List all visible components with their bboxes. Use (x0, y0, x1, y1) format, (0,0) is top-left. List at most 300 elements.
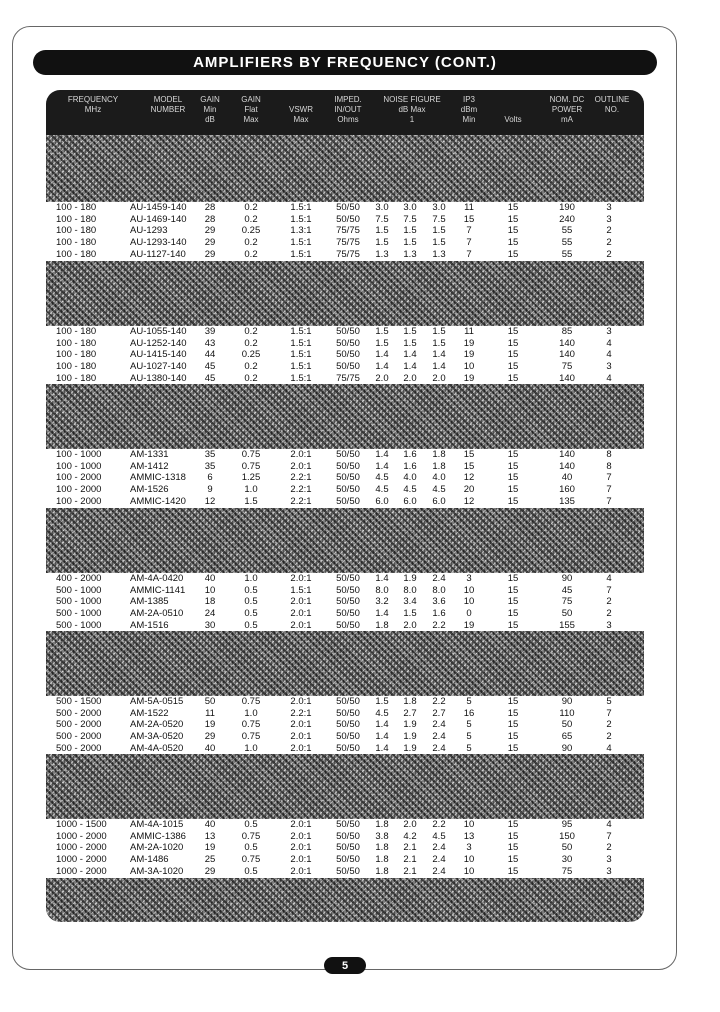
cell-nf2: 2.0 (403, 619, 417, 631)
cell-nf2: 1.9 (403, 573, 417, 584)
cell-range: 100 - 180 (56, 237, 97, 249)
cell-ip: 19 (463, 349, 475, 361)
cell-nf1: 1.5 (375, 326, 389, 337)
cell-imp: 50/50 (336, 584, 360, 596)
cell-model: AU-1127-140 (130, 248, 186, 260)
cell-range: 500 - 1000 (56, 608, 102, 620)
cell-range: 100 - 2000 (56, 495, 102, 507)
page-number-badge (324, 957, 366, 974)
cell-out: 3 (606, 865, 612, 877)
cell-flat: 0.5 (244, 584, 258, 596)
cell-volt: 15 (507, 326, 519, 337)
cell-vswr: 2.2:1 (290, 484, 312, 496)
cell-out: 3 (606, 213, 612, 225)
cell-flat: 0.5 (244, 819, 258, 830)
cell-nf3: 7.5 (432, 213, 446, 225)
cell-model: AM-3A-1020 (130, 865, 184, 877)
cell-nf1: 1.8 (375, 842, 389, 854)
cell-nf3: 1.8 (432, 460, 446, 472)
title-banner (33, 50, 657, 75)
cell-nf1: 1.8 (375, 619, 389, 631)
table-row (46, 326, 644, 337)
cell-model: AMMIC-1141 (130, 584, 186, 596)
cell-out: 4 (606, 349, 612, 361)
cell-nf1: 1.5 (375, 237, 389, 249)
cell-nf1: 1.8 (375, 854, 389, 866)
cell-flat: 1.0 (244, 742, 258, 754)
cell-nf2: 2.1 (403, 842, 417, 854)
cell-model: AU-1469-140 (130, 213, 187, 225)
cell-out: 4 (606, 573, 612, 584)
cell-imp: 50/50 (336, 619, 360, 631)
cell-volt: 15 (507, 484, 519, 496)
cell-imp: 50/50 (336, 202, 360, 213)
cell-vswr: 1.5:1 (290, 361, 312, 373)
cell-out: 2 (606, 596, 612, 608)
cell-volt: 15 (507, 202, 519, 213)
cell-model: AU-1027-140 (130, 361, 187, 373)
cell-out: 3 (606, 619, 612, 631)
cell-pow: 65 (561, 731, 573, 743)
cell-volt: 15 (507, 596, 519, 608)
header-frequency: FREQUENCY MHz (67, 95, 119, 114)
cell-pow: 110 (559, 707, 575, 719)
cell-ip: 16 (463, 707, 475, 719)
cell-imp: 50/50 (336, 719, 360, 731)
cell-flat: 0.75 (241, 719, 261, 731)
cell-flat: 0.25 (241, 349, 261, 361)
cell-gain: 29 (204, 225, 216, 237)
cell-pow: 75 (561, 596, 573, 608)
cell-nf2: 1.6 (403, 460, 417, 472)
cell-imp: 75/75 (336, 372, 360, 384)
cell-vswr: 2.2:1 (290, 495, 312, 507)
table-row (46, 214, 644, 225)
cell-nf2: 3.0 (403, 202, 417, 213)
cell-flat: 0.2 (244, 237, 258, 249)
cell-nf3: 2.4 (432, 842, 446, 854)
cell-gain: 44 (204, 349, 216, 361)
cell-nf3: 2.7 (432, 707, 446, 719)
cell-ip: 5 (466, 742, 472, 754)
cell-out: 2 (606, 225, 612, 237)
table-row (46, 596, 644, 607)
cell-range: 100 - 180 (56, 337, 97, 349)
cell-model: AMMIC-1420 (130, 495, 186, 507)
cell-vswr: 2.0:1 (290, 696, 312, 707)
cell-range: 1000 - 2000 (56, 830, 107, 842)
cell-pow: 45 (561, 584, 573, 596)
cell-volt: 15 (507, 830, 519, 842)
table-row (46, 585, 644, 596)
cell-model: AM-1412 (130, 460, 169, 472)
cell-nf3: 1.5 (432, 337, 446, 349)
cell-pow: 55 (561, 248, 573, 260)
cell-vswr: 1.5:1 (290, 202, 312, 213)
cell-pow: 160 (559, 484, 575, 496)
cell-range: 100 - 180 (56, 213, 97, 225)
cell-ip: 15 (463, 460, 475, 472)
cell-flat: 0.5 (244, 608, 258, 620)
cell-imp: 50/50 (336, 361, 360, 373)
cell-ip: 13 (463, 830, 475, 842)
cell-volt: 15 (507, 608, 519, 620)
cell-pow: 190 (559, 202, 575, 213)
cell-flat: 1.0 (244, 573, 258, 584)
cell-imp: 50/50 (336, 495, 360, 507)
cell-pow: 140 (559, 460, 575, 472)
cell-nf1: 3.0 (375, 202, 389, 213)
cell-nf2: 1.5 (403, 337, 417, 349)
table-row (46, 338, 644, 349)
cell-out: 2 (606, 719, 612, 731)
cell-flat: 0.2 (244, 337, 258, 349)
cell-flat: 0.75 (241, 854, 261, 866)
cell-pow: 40 (561, 472, 573, 484)
cell-nf1: 1.4 (375, 742, 389, 754)
table-row (46, 608, 644, 619)
cell-ip: 5 (466, 696, 472, 707)
cell-imp: 50/50 (336, 326, 360, 337)
cell-flat: 0.75 (241, 460, 261, 472)
cell-gain: 24 (204, 608, 216, 620)
cell-nf1: 4.5 (375, 484, 389, 496)
cell-vswr: 2.0:1 (290, 719, 312, 731)
cell-nf3: 4.5 (432, 830, 446, 842)
cell-range: 100 - 180 (56, 349, 97, 361)
table-row (46, 854, 644, 865)
cell-nf1: 1.5 (375, 337, 389, 349)
cell-range: 100 - 1000 (56, 449, 102, 460)
cell-ip: 19 (463, 619, 475, 631)
cell-flat: 0.2 (244, 248, 258, 260)
cell-nf1: 4.5 (375, 707, 389, 719)
page-number: 5 (341, 959, 349, 972)
table-row (46, 237, 644, 248)
cell-model: AM-5A-0515 (130, 696, 184, 707)
cell-imp: 50/50 (336, 842, 360, 854)
cell-nf1: 1.8 (375, 865, 389, 877)
cell-imp: 50/50 (336, 460, 360, 472)
cell-range: 500 - 1000 (56, 619, 102, 631)
cell-nf2: 4.5 (403, 484, 417, 496)
cell-model: AM-1526 (130, 484, 169, 496)
cell-flat: 0.2 (244, 361, 258, 373)
cell-model: AM-1522 (130, 707, 169, 719)
cell-vswr: 2.0:1 (290, 573, 312, 584)
cell-nf1: 1.4 (375, 349, 389, 361)
cell-flat: 1.0 (244, 707, 258, 719)
cell-volt: 15 (507, 819, 519, 830)
cell-range: 100 - 180 (56, 326, 97, 337)
cell-imp: 50/50 (336, 819, 360, 830)
obscured-band (46, 878, 644, 922)
cell-imp: 50/50 (336, 349, 360, 361)
cell-volt: 15 (507, 472, 519, 484)
cell-flat: 1.0 (244, 484, 258, 496)
cell-range: 1000 - 1500 (56, 819, 107, 830)
cell-model: AM-2A-1020 (130, 842, 184, 854)
cell-imp: 50/50 (336, 742, 360, 754)
cell-nf1: 1.4 (375, 719, 389, 731)
cell-vswr: 2.0:1 (290, 830, 312, 842)
cell-volt: 15 (507, 573, 519, 584)
table-row (46, 496, 644, 507)
cell-imp: 50/50 (336, 472, 360, 484)
table-row (46, 461, 644, 472)
cell-out: 5 (606, 696, 612, 707)
cell-nf2: 2.7 (403, 707, 417, 719)
table-row (46, 373, 644, 384)
cell-pow: 90 (561, 573, 573, 584)
cell-imp: 50/50 (336, 707, 360, 719)
cell-out: 3 (606, 202, 612, 213)
spec-table (46, 90, 644, 922)
cell-nf2: 1.6 (403, 449, 417, 460)
cell-nf2: 2.1 (403, 865, 417, 877)
cell-pow: 240 (559, 213, 575, 225)
table-row (46, 831, 644, 842)
cell-nf3: 1.5 (432, 237, 446, 249)
cell-volt: 15 (507, 584, 519, 596)
cell-nf1: 4.5 (375, 472, 389, 484)
cell-vswr: 2.0:1 (290, 619, 312, 631)
cell-nf1: 1.4 (375, 449, 389, 460)
header-ip3: IP3 dBm Min (460, 95, 478, 124)
cell-pow: 55 (561, 225, 573, 237)
cell-vswr: 2.0:1 (290, 608, 312, 620)
cell-vswr: 1.5:1 (290, 337, 312, 349)
cell-volt: 15 (507, 361, 519, 373)
cell-range: 100 - 180 (56, 372, 97, 384)
cell-nf3: 2.2 (432, 819, 446, 830)
cell-gain: 45 (204, 361, 216, 373)
cell-gain: 43 (204, 337, 216, 349)
cell-volt: 15 (507, 449, 519, 460)
cell-gain: 19 (204, 842, 216, 854)
cell-volt: 15 (507, 842, 519, 854)
cell-out: 8 (606, 449, 612, 460)
cell-pow: 155 (559, 619, 575, 631)
header-model: MODEL NUMBER (150, 95, 186, 114)
cell-imp: 50/50 (336, 830, 360, 842)
cell-imp: 75/75 (336, 237, 360, 249)
cell-nf3: 1.5 (432, 326, 446, 337)
cell-pow: 75 (561, 361, 573, 373)
cell-flat: 1.25 (241, 472, 261, 484)
cell-nf2: 1.9 (403, 731, 417, 743)
cell-gain: 11 (205, 707, 215, 719)
cell-ip: 3 (466, 573, 472, 584)
cell-flat: 0.75 (241, 830, 261, 842)
cell-pow: 140 (559, 449, 575, 460)
cell-range: 500 - 1000 (56, 596, 102, 608)
cell-model: AU-1252-140 (130, 337, 187, 349)
cell-flat: 0.5 (244, 596, 258, 608)
cell-ip: 10 (463, 865, 475, 877)
cell-model: AM-2A-0510 (130, 608, 184, 620)
obscured-band (46, 135, 644, 202)
cell-nf2: 1.4 (403, 349, 417, 361)
cell-gain: 35 (204, 460, 216, 472)
table-row (46, 249, 644, 260)
cell-range: 100 - 180 (56, 361, 97, 373)
cell-model: AM-1486 (130, 854, 169, 866)
table-row (46, 842, 644, 853)
cell-nf3: 3.6 (432, 596, 446, 608)
cell-vswr: 2.0:1 (290, 460, 312, 472)
obscured-band (46, 384, 644, 449)
cell-volt: 15 (507, 719, 519, 731)
cell-volt: 15 (507, 495, 519, 507)
cell-nf2: 1.5 (403, 225, 417, 237)
cell-nf3: 3.0 (432, 202, 446, 213)
cell-gain: 40 (204, 573, 216, 584)
cell-flat: 0.75 (241, 731, 261, 743)
cell-ip: 3 (466, 842, 472, 854)
cell-imp: 50/50 (336, 213, 360, 225)
cell-gain: 6 (207, 472, 213, 484)
cell-flat: 0.2 (244, 202, 258, 213)
cell-out: 7 (606, 484, 612, 496)
table-row (46, 696, 644, 707)
cell-out: 7 (606, 495, 612, 507)
cell-nf2: 7.5 (403, 213, 417, 225)
cell-ip: 10 (463, 584, 475, 596)
cell-model: AM-4A-0520 (130, 742, 184, 754)
cell-nf3: 4.0 (432, 472, 446, 484)
cell-flat: 0.5 (244, 619, 258, 631)
cell-ip: 15 (463, 213, 475, 225)
table-row (46, 573, 644, 584)
cell-vswr: 2.0:1 (290, 842, 312, 854)
cell-range: 100 - 180 (56, 225, 97, 237)
cell-pow: 150 (559, 830, 575, 842)
cell-vswr: 2.0:1 (290, 854, 312, 866)
cell-vswr: 1.5:1 (290, 326, 312, 337)
cell-range: 500 - 1000 (56, 584, 102, 596)
cell-nf3: 1.4 (432, 349, 446, 361)
cell-imp: 50/50 (336, 865, 360, 877)
cell-flat: 0.75 (241, 696, 261, 707)
cell-nf1: 6.0 (375, 495, 389, 507)
cell-ip: 12 (463, 472, 475, 484)
table-header (46, 90, 644, 135)
cell-nf3: 1.4 (432, 361, 446, 373)
obscured-band (46, 508, 644, 573)
cell-ip: 10 (463, 819, 475, 830)
cell-ip: 11 (464, 326, 474, 337)
cell-pow: 50 (561, 608, 573, 620)
cell-nf2: 4.2 (403, 830, 417, 842)
cell-nf2: 4.0 (403, 472, 417, 484)
cell-ip: 7 (466, 248, 472, 260)
table-row (46, 819, 644, 830)
cell-volt: 15 (507, 372, 519, 384)
cell-vswr: 1.5:1 (290, 584, 312, 596)
cell-model: AM-4A-1015 (130, 819, 184, 830)
cell-vswr: 2.0:1 (290, 449, 312, 460)
table-row (46, 361, 644, 372)
table-row (46, 743, 644, 754)
header-gain: GAIN Min dB (200, 95, 220, 124)
cell-gain: 29 (204, 237, 216, 249)
cell-gain: 29 (204, 865, 216, 877)
cell-pow: 50 (561, 719, 573, 731)
header-volts: Volts (504, 115, 522, 124)
cell-nf1: 1.8 (375, 819, 389, 830)
cell-nf2: 1.9 (403, 742, 417, 754)
cell-gain: 25 (204, 854, 216, 866)
cell-imp: 50/50 (336, 337, 360, 349)
cell-volt: 15 (507, 349, 519, 361)
cell-out: 2 (606, 248, 612, 260)
cell-range: 500 - 2000 (56, 719, 102, 731)
cell-gain: 39 (204, 326, 216, 337)
cell-pow: 90 (561, 696, 573, 707)
cell-model: AM-4A-0420 (130, 573, 184, 584)
cell-vswr: 1.5:1 (290, 248, 312, 260)
cell-ip: 7 (466, 225, 472, 237)
cell-nf1: 2.0 (375, 372, 389, 384)
cell-flat: 0.5 (244, 842, 258, 854)
cell-model: AU-1293-140 (130, 237, 187, 249)
cell-range: 500 - 2000 (56, 707, 102, 719)
obscured-band (46, 754, 644, 819)
cell-nf1: 1.4 (375, 573, 389, 584)
cell-model: AU-1293 (130, 225, 168, 237)
cell-nf2: 1.8 (403, 696, 417, 707)
table-row (46, 719, 644, 730)
cell-out: 2 (606, 731, 612, 743)
cell-model: AU-1055-140 (130, 326, 187, 337)
cell-ip: 10 (463, 361, 475, 373)
cell-vswr: 2.0:1 (290, 731, 312, 743)
cell-model: AU-1415-140 (130, 349, 187, 361)
cell-vswr: 1.5:1 (290, 372, 312, 384)
cell-nf1: 1.5 (375, 225, 389, 237)
cell-volt: 15 (507, 225, 519, 237)
cell-range: 500 - 2000 (56, 731, 102, 743)
cell-gain: 13 (204, 830, 216, 842)
cell-imp: 50/50 (336, 854, 360, 866)
table-row (46, 620, 644, 631)
cell-volt: 15 (507, 865, 519, 877)
cell-volt: 15 (507, 213, 519, 225)
cell-ip: 7 (466, 237, 472, 249)
cell-pow: 140 (559, 349, 575, 361)
cell-vswr: 1.5:1 (290, 349, 312, 361)
cell-flat: 0.2 (244, 213, 258, 225)
header-power: NOM. DC POWER mA (549, 95, 585, 124)
cell-nf2: 3.4 (403, 596, 417, 608)
table-row (46, 202, 644, 213)
cell-pow: 140 (559, 372, 575, 384)
cell-gain: 50 (204, 696, 216, 707)
cell-nf2: 2.0 (403, 819, 417, 830)
header-outline: OUTLINE NO. (594, 95, 630, 114)
cell-model: AU-1459-140 (130, 202, 187, 213)
table-row (46, 472, 644, 483)
obscured-band (46, 261, 644, 326)
cell-model: AMMIC-1318 (130, 472, 186, 484)
cell-vswr: 2.0:1 (290, 742, 312, 754)
cell-nf3: 2.4 (432, 854, 446, 866)
cell-nf3: 1.5 (432, 225, 446, 237)
page-title: AMPLIFIERS BY FREQUENCY (CONT.) (193, 54, 497, 71)
cell-pow: 50 (561, 842, 573, 854)
table-row (46, 484, 644, 495)
